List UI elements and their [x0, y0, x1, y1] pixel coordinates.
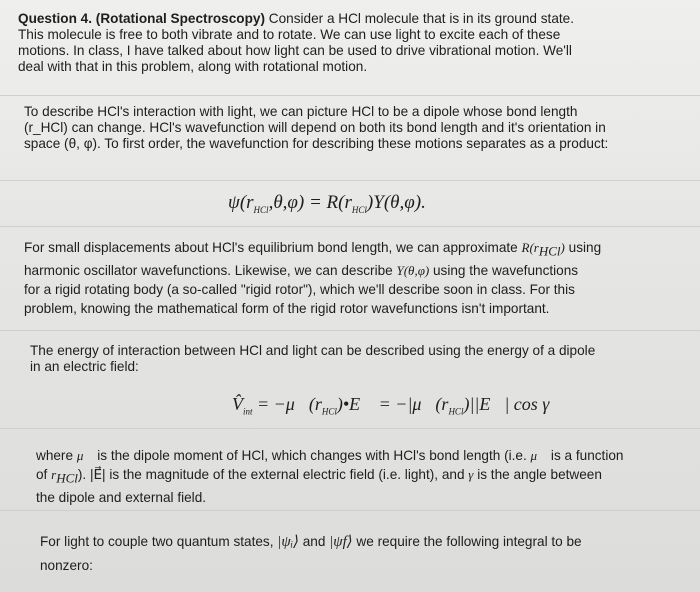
- dipole-energy-equation: $V̂_{int}$ = $-\mu⃗(r_{HCl})•E⃗$ = $-|\mu⃗(r_{HCl})||E⃗|$ cos γ: [232, 394, 550, 417]
- para-line: harmonic oscillator wavefunctions. Likewise, we can describe Y(θ,φ) using the wavefunctions: [24, 262, 579, 278]
- para-line: problem, knowing the mathematical form of the rigid rotor wavefunctions isn't important.: [24, 300, 550, 316]
- ruled-line: [0, 180, 700, 181]
- ruled-line: [0, 226, 700, 227]
- approximation-paragraph: [24, 238, 601, 318]
- wavefunction-paragraph: [24, 104, 608, 152]
- para-line: nonzero:: [40, 558, 93, 573]
- ruled-line: [0, 330, 700, 331]
- para-line: (r_HCl) can change. HCl's wavefunction will depend on both its bond length and it's orientation in: [24, 120, 606, 135]
- intro-line: This molecule is free to both vibrate and to rotate. We can use light to excite each of these: [18, 27, 561, 42]
- intro-line: motions. In class, I have talked about how light can be used to drive vibrational motion. We'll: [18, 43, 572, 58]
- para-line: where μ⃗ is the dipole moment of HCl, which changes with HCl's bond length (i.e. μ⃗ is a function: [36, 448, 624, 463]
- dipole-definition-paragraph: [36, 446, 623, 507]
- para-line: of $r_{HCl}$). |E⃗| is the magnitude of the external electric field (i.e. light), and γ is the angle between: [36, 467, 602, 486]
- question-title: Question 4. (Rotational Spectroscopy): [18, 11, 265, 26]
- para-line: To describe HCl's interaction with light, we can picture HCl to be a dipole whose bond length: [24, 104, 578, 119]
- coupling-paragraph: [40, 530, 582, 578]
- para-line: in an electric field:: [30, 359, 139, 374]
- ruled-line: [0, 510, 700, 511]
- ruled-line: [0, 428, 700, 429]
- para-line: space (θ, φ). To first order, the wavefunction for describing these motions separates as a product:: [24, 136, 609, 151]
- interaction-energy-paragraph: [30, 343, 595, 375]
- ruled-line: [0, 95, 700, 96]
- intro-line: Question 4. (Rotational Spectroscopy) Consider a HCl molecule that is in its ground state.: [18, 11, 575, 26]
- para-line: the dipole and external field.: [36, 489, 207, 505]
- para-line: The energy of interaction between HCl and light can be described using the energy of a dipole: [30, 343, 596, 358]
- intro-line: deal with that in this problem, along with rotational motion.: [18, 59, 368, 74]
- para-line: for a rigid rotating body (a so-called "rigid rotor"), which we'll describe soon in class. For this: [24, 281, 575, 297]
- question-intro-paragraph: [18, 11, 574, 75]
- para-line: For small displacements about HCl's equilibrium bond length, we can approximate $R(r_{HCl})$ using: [24, 240, 602, 259]
- para-line: For light to couple two quantum states, |ψᵢ⟩ and |ψf⟩ we require the following integral to be: [40, 534, 582, 550]
- wavefunction-equation: $\psi(r_{HCl},\theta,\varphi) = R(r_{HCl})Y(\theta,\varphi)$.: [228, 192, 426, 215]
